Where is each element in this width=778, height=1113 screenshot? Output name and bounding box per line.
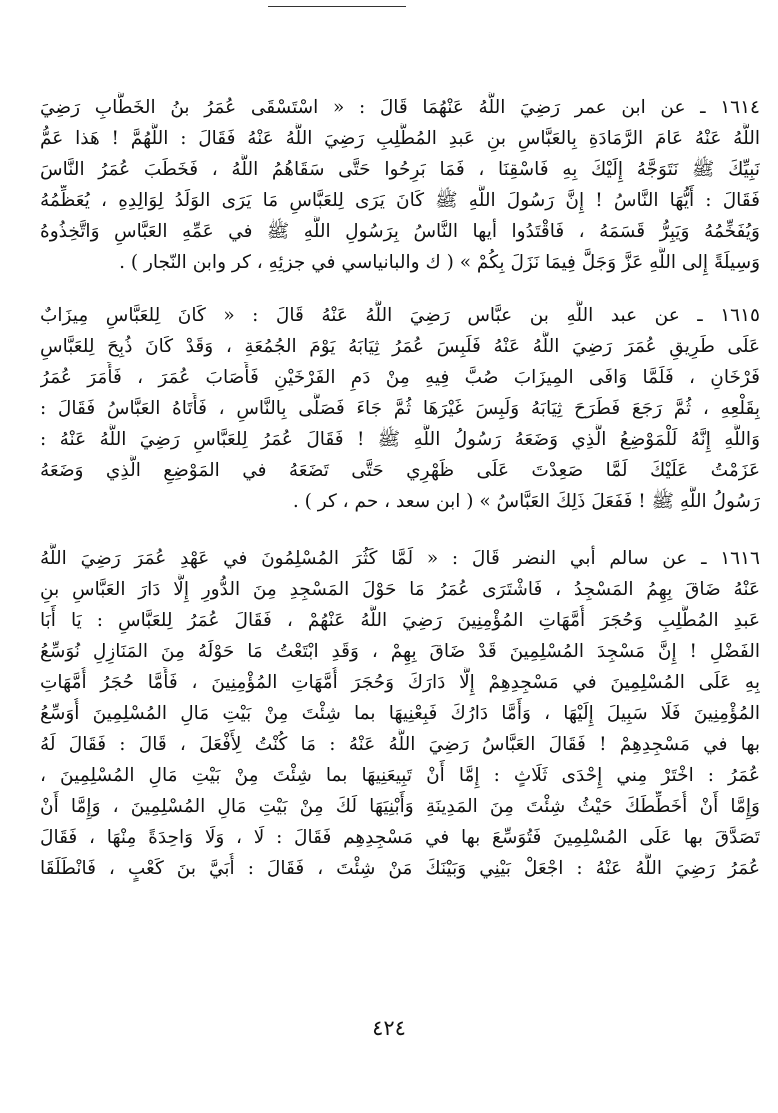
text-line: وَإِمَّا أَنْ أُخَطِّطَكَ حَيْثُ شِئْتَ مِنَ المَدِينَةِ وَأَبْنِيَهَا لَكَ مِنْ بَيْتِ مَالِ المُسْلِمِينَ ، وَإِمَّا أَنْ [40, 796, 760, 817]
text-line: رَسُولُ اللَّهِ ﷺ ! فَفَعَلَ ذَلِكَ العَبَّاسُ » ( ابن سعد ، حم ، كر ) . [292, 491, 760, 512]
hadith-1616 [40, 543, 760, 884]
text-line: وَسِيلَةً إِلى اللَّهِ عَزَّ وَجَلَّ فِيمَا نَزَلَ بِكُمْ » ( ك والبانياسي في جزئِهِ ، كر وابن النّجار ) . [119, 252, 760, 273]
text-line: اللَّهُ عَنْهُ عَامَ الرَّمَادَةِ بِالعَبَّاسِ بنِ عَبدِ المُطَّلِبِ رَضِيَ اللَّهُ عَنْهُ فَقَالَ : اللَّهُمَّ ! هَذا عَمُّ [40, 128, 760, 149]
text-line: المُؤْمِنِينَ فَلَا سَبِيلَ إِلَيْهَا ، وَأَمَّا دَارُكَ فَبِعْنِيهَا بما شِئْتَ مِنْ بَيْتِ مَالِ المُسْلِمِينَ أُوَسِّعُ [40, 703, 760, 724]
text-line: ١٦١٦ ـ عن سالم أبي النضر قَالَ : « لَمَّا كَثُرَ المُسْلِمُونَ في عَهْدِ عُمَرَ رَضِيَ اللَّهُ [40, 548, 760, 569]
text-line: بِهِ عَلَى المُسْلِمِينَ في مَسْجِدِهِمْ إِلَّا دَارَكَ وَحُجَرَ أُمَّهَاتِ المُؤْمِنِينَ ، فَأَمَّا حُجَرُ أُمَّهَاتِ [40, 672, 760, 693]
text-line: عَبدِ المُطَّلِبِ وَحُجَرَ أُمَّهَاتِ المُؤْمِنِينَ رَضِيَ اللَّهُ عَنْهُمْ ، فَقَالَ عُمَرُ لِلعَبَّاسِ : يَا أَبَا [40, 610, 760, 631]
hadith-1614 [40, 92, 760, 278]
text-line: بِقَلْعِهِ ، ثُمَّ رَجَعَ فَطَرَحَ ثِيَابَهُ وَلَبِسَ غَيْرَهَا ثُمَّ جَاءَ فَصَلَّى بِالنَّاسِ ، فَأَتَاهُ العَبَّاسُ فَقَالَ : [40, 398, 760, 419]
text-line: عَزَمْتُ عَلَيْكَ لَمَّا صَعِدْتَ عَلَى ظَهْرِي حَتَّى تَضَعَهُ في المَوْضِعِ الَّذِي وَضَعَهُ [40, 460, 760, 481]
text-line: بها في مَسْجِدِهِمْ ! فَقَالَ العَبَّاسُ رَضِيَ اللَّهُ عَنْهُ : مَا كُنْتُ لِأَفْعَلَ ، قَالَ : فَقَالَ لَهُ [40, 734, 760, 755]
header-rule [268, 6, 406, 7]
text-line: الفَضْلِ ! إِنَّ مَسْجِدَ المُسْلِمِينَ قَدْ ضَاقَ بِهِمْ ، وَقَدِ ابْتَعْتُ مَا حَوْلَهُ مِنَ المَنَازِلِ نُوَسِّعُ [40, 641, 760, 662]
text-line: وَيُفَخِّمُهُ وَيَبِرُّ قَسَمَهُ ، فَاقْتَدُوا أيها النَّاسُ بِرَسُولِ اللَّهِ ﷺ في عَمِّهِ العَبَّاسِ وَاتَّخِذُوهُ [40, 221, 760, 242]
text-line: عَنْهُ ضَاقَ بِهِمُ المَسْجِدُ ، فَاشْتَرَى عُمَرُ مَا حَوْلَ المَسْجِدِ مِنَ الدُّورِ إِلَّا دَارَ العَبَّاسِ بنِ [40, 579, 760, 600]
text-line: وَاللَّهِ إِنَّهُ لَلْمَوْضِعُ الَّذِي وَضَعَهُ رَسُولُ اللَّهِ ﷺ ! فَقَالَ عُمَرُ لِلعَبَّاسِ رَضِيَ اللَّهُ عَنْهُ : [40, 429, 760, 450]
text-line: عُمَرُ رَضِيَ اللَّهُ عَنْهُ : اجْعَلْ بَيْنِي وَبَيْنَكَ مَنْ شِئْتَ ، فَقَالَ : أُبَيَّ بنَ كَعْبٍ ، فَانْطَلَقَا [40, 858, 760, 879]
text-line: عَلَى طَرِيقِ عُمَرَ رَضِيَ اللَّهُ عَنْهُ فَلَبِسَ عُمَرُ ثِيَابَهُ يَوْمَ الجُمُعَةِ ، وَقَدْ كَانَ ذُبِحَ لِلعَبَّاسِ [40, 336, 760, 357]
page-body [40, 92, 760, 884]
text-line: عُمَرُ : اخْتَرْ مِني إِحْدَى ثَلَاثٍ : إِمَّا أَنْ تَبِيعَنِيهَا بما شِئْتَ مِنْ بَيْتِ مَالِ المُسْلِمِينَ ، [40, 765, 760, 786]
text-line: نَبِيِّكَ ﷺ نَتَوَجَّهُ إِلَيْكَ بِهِ فَاسْقِنَا ، فَمَا بَرِحُوا حَتَّى سَقَاهُمُ اللَّهُ ، فَخَطَبَ عُمَرُ النَّاسَ [40, 159, 760, 180]
text-line: فَقَالَ : أَيُّهَا النَّاسُ ! إِنَّ رَسُولَ اللَّهِ ﷺ كَانَ يَرَى لِلعَبَّاسِ مَا يَرَى الوَلَدُ لِوَالِدِهِ ، يُعَظِّمُهُ [40, 190, 760, 211]
text-line: تَصَدَّقَ بها عَلَى المُسْلِمِينَ فَتُوَسِّعَ بها في مَسْجِدِهِم فَقَالَ : لَا ، وَلَا وَاحِدَةً مِنْهَا ، فَقَالَ [40, 827, 760, 848]
text-line: فَرْخَانِ ، فَلَمَّا وَافَى المِيزَابَ صُبَّ فِيهِ مِنْ دَمِ الفَرْخَيْنِ فَأَصَابَ عُمَرَ ، فَأَمَرَ عُمَرُ [40, 367, 760, 388]
hadith-1615 [40, 300, 760, 517]
text-line: ١٦١٤ ـ عن ابن عمر رَضِيَ اللَّهُ عَنْهُمَا قَالَ : « اسْتَسْقَى عُمَرُ بنُ الخَطَّابِ رَضِيَ [40, 97, 760, 118]
page-number: ٤٢٤ [372, 1016, 406, 1040]
text-line: ١٦١٥ ـ عن عبد اللَّهِ بن عبَّاس رَضِيَ اللَّهُ عَنْهُ قَالَ : « كَانَ لِلعَبَّاسِ مِيزَابٌ [40, 305, 760, 326]
